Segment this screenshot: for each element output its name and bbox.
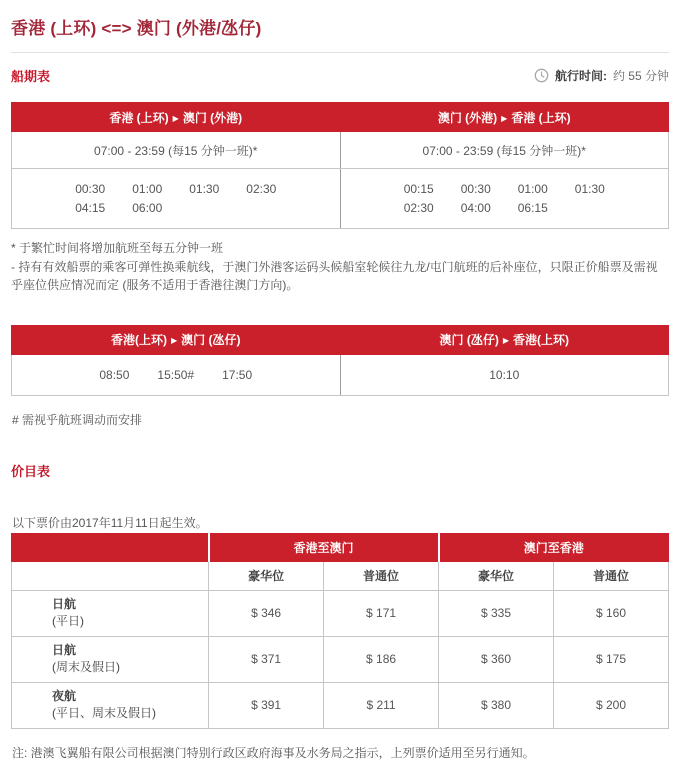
footnote-flexible-ticket: - 持有有效船票的乘客可弹性换乘航线，于澳门外港客运码头候船室轮候往九龙/屯门航班的后补座位，只限正价船票及需视乎座位供应情况而定 (服务不适用于香港往澳门方向)。 — [11, 259, 658, 293]
departure-time: 02:30 — [403, 201, 434, 215]
fare-value: $ 200 — [554, 682, 669, 728]
destination-label: 香港 (上环) — [511, 110, 571, 125]
column-header-macau-outer-to-hk — [340, 103, 669, 132]
fare-value: $ 175 — [554, 636, 669, 682]
origin-label: 澳门 (外港) — [437, 110, 498, 125]
night-sailings-macau-to-hk — [340, 169, 669, 229]
schedule-footnotes — [11, 239, 669, 295]
fare-section-header — [11, 461, 669, 480]
column-header-hk-to-macau-taipa — [12, 325, 341, 354]
origin-label: 澳门 (氹仔) — [439, 333, 499, 348]
night-sailings-hk-to-macau — [12, 169, 341, 229]
departure-time: 01:30 — [574, 182, 605, 196]
night-sailings-row — [12, 169, 669, 229]
divider — [11, 52, 669, 53]
origin-label: 香港(上环) — [111, 333, 167, 348]
fare-value: $ 371 — [209, 636, 324, 682]
departure-time: 00:30 — [75, 182, 106, 196]
fare-table-corner-cell — [12, 533, 209, 561]
route-arrow-icon: ▶ — [501, 113, 508, 123]
fare-value: $ 391 — [209, 682, 324, 728]
fare-row-label — [12, 682, 209, 728]
fare-row-day-weekend — [12, 636, 669, 682]
departure-time: 01:00 — [517, 182, 548, 196]
column-group-hk-to-macau: 香港至澳门 — [209, 533, 439, 561]
page-title: 香港 (上环) <=> 澳门 (外港/氹仔) — [11, 19, 262, 38]
fare-type-label: 日航 — [52, 596, 77, 611]
taipa-footnote: # 需视乎航班调动而安排 — [12, 412, 143, 427]
departure-time: 15:50# — [157, 367, 195, 382]
fare-section-title: 价目表 — [11, 463, 51, 479]
fare-row-day-weekday — [12, 590, 669, 636]
fare-type-sublabel: (平日) — [52, 614, 84, 629]
taipa-sailings-hk-to-macau — [12, 354, 341, 395]
schedule-section-title: 船期表 — [11, 69, 51, 84]
clock-icon — [534, 68, 549, 83]
fare-value: $ 335 — [439, 590, 554, 636]
taipa-schedule-table — [11, 325, 669, 396]
departure-time: 02:30 — [246, 182, 277, 196]
taipa-sailings-row — [12, 354, 669, 395]
schedule-section-header — [11, 66, 669, 85]
fare-value: $ 346 — [209, 590, 324, 636]
column-header-hk-to-macau-outer — [12, 103, 341, 132]
fare-row-label — [12, 636, 209, 682]
fare-value: $ 211 — [324, 682, 439, 728]
fare-type-sublabel: (平日、周末及假日) — [52, 706, 156, 721]
destination-label: 香港(上环) — [512, 333, 569, 348]
departure-time: 00:30 — [460, 182, 491, 196]
fare-row-label — [12, 590, 209, 636]
departure-time: 06:15 — [517, 201, 548, 215]
route-arrow-icon: ▶ — [172, 113, 179, 123]
fare-value: $ 360 — [439, 636, 554, 682]
sailing-duration-label: 航行时间: — [554, 69, 607, 83]
fare-effective-date-note: 以下票价由2017年11月11日起生效。 — [12, 515, 208, 530]
column-header-super-class: 豪华位 — [439, 561, 554, 590]
fare-table — [11, 533, 669, 729]
column-header-macau-taipa-to-hk — [340, 325, 669, 354]
fare-row-night — [12, 682, 669, 728]
outer-harbour-schedule-table — [11, 102, 669, 229]
departure-time: 01:00 — [132, 182, 163, 196]
departure-time: 08:50 — [99, 367, 130, 382]
footnote-peak-frequency: * 于繁忙时间将增加航班至每五分钟一班 — [11, 241, 224, 255]
column-header-economy-class: 普通位 — [324, 561, 439, 590]
column-group-macau-to-hk: 澳门至香港 — [439, 533, 669, 561]
departure-time: 17:50 — [222, 367, 253, 382]
destination-label: 澳门 (外港) — [182, 110, 243, 125]
frequency-hk-to-macau: 07:00 - 23:59 (每15 分钟一班)* — [12, 132, 341, 169]
route-arrow-icon: ▶ — [502, 336, 509, 346]
origin-label: 香港 (上环) — [109, 110, 169, 125]
fare-value: $ 186 — [324, 636, 439, 682]
fare-footer-note: 注: 港澳飞翼船有限公司根据澳门特别行政区政府海事及水务局之指示，上列票价适用至另行通知。 — [12, 745, 535, 760]
route-arrow-icon: ▶ — [171, 336, 178, 346]
destination-label: 澳门 (氹仔) — [181, 333, 241, 348]
departure-time: 04:15 — [75, 201, 106, 215]
fare-type-sublabel: (周末及假日) — [52, 660, 120, 675]
sailing-duration-value: 约 55 分钟 — [612, 69, 669, 83]
frequency-row — [12, 132, 669, 169]
departure-times-list — [99, 368, 252, 382]
fare-class-header-row — [12, 561, 669, 590]
column-header-super-class: 豪华位 — [209, 561, 324, 590]
fare-value: $ 171 — [324, 590, 439, 636]
frequency-macau-to-hk: 07:00 - 23:59 (每15 分钟一班)* — [340, 132, 669, 169]
fare-class-empty-cell — [12, 561, 209, 590]
departure-time: 04:00 — [460, 201, 491, 215]
fare-type-label: 日航 — [52, 642, 77, 657]
table-header-row — [12, 325, 669, 354]
column-header-economy-class: 普通位 — [554, 561, 669, 590]
sailing-duration — [534, 67, 669, 84]
departure-time: 06:00 — [132, 201, 163, 215]
departure-time: 01:30 — [189, 182, 220, 196]
departure-times-grid — [404, 182, 605, 215]
departure-time: 00:15 — [403, 182, 434, 196]
fare-value: $ 160 — [554, 590, 669, 636]
fare-type-label: 夜航 — [52, 688, 77, 703]
taipa-sailings-macau-to-hk — [340, 354, 669, 395]
departure-time: 10:10 — [489, 367, 520, 382]
departure-times-grid — [75, 182, 276, 215]
fare-value: $ 380 — [439, 682, 554, 728]
table-header-row — [12, 103, 669, 132]
fare-direction-header-row — [12, 533, 669, 561]
